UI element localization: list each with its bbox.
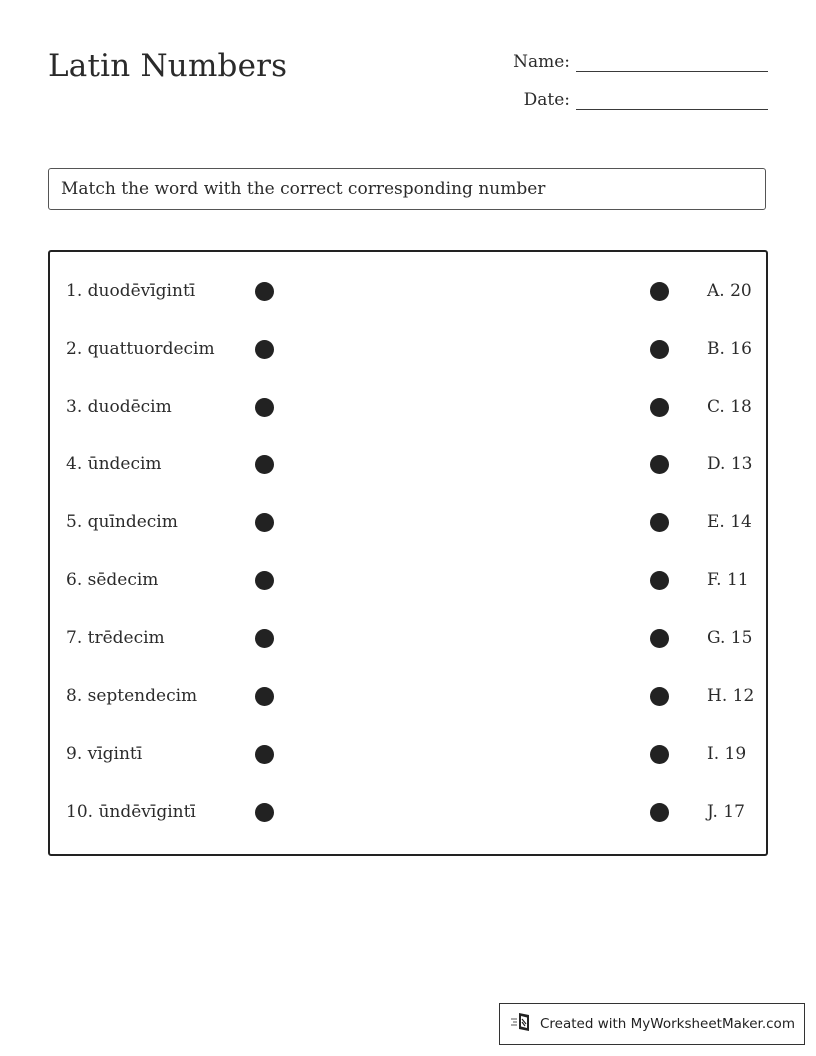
instructions-box <box>48 168 766 210</box>
answer-dot[interactable] <box>650 803 669 822</box>
page-title: Latin Numbers <box>48 48 288 84</box>
name-label: Name: <box>513 52 570 72</box>
date-field <box>510 90 768 110</box>
word-dot[interactable] <box>255 803 274 822</box>
match-row <box>50 392 766 422</box>
word-item: 1. duodēvīgintī <box>66 281 196 301</box>
answer-item: E. 14 <box>707 512 752 532</box>
match-row <box>50 507 766 537</box>
word-dot[interactable] <box>255 687 274 706</box>
word-item: 8. septendecim <box>66 686 198 706</box>
word-item: 9. vīgintī <box>66 744 143 764</box>
word-item: 3. duodēcim <box>66 397 172 417</box>
word-dot[interactable] <box>255 745 274 764</box>
match-row <box>50 565 766 595</box>
answer-dot[interactable] <box>650 282 669 301</box>
word-item: 5. quīndecim <box>66 512 178 532</box>
answer-item: C. 18 <box>707 397 752 417</box>
match-row <box>50 681 766 711</box>
answer-item: G. 15 <box>707 628 753 648</box>
answer-item: D. 13 <box>707 454 753 474</box>
match-row <box>50 276 766 306</box>
word-dot[interactable] <box>255 571 274 590</box>
date-line[interactable] <box>576 91 768 110</box>
answer-dot[interactable] <box>650 398 669 417</box>
word-dot[interactable] <box>255 282 274 301</box>
answer-item: A. 20 <box>707 281 752 301</box>
word-dot[interactable] <box>255 340 274 359</box>
date-label: Date: <box>523 90 570 110</box>
word-dot[interactable] <box>255 513 274 532</box>
match-row <box>50 739 766 769</box>
match-row <box>50 623 766 653</box>
word-item: 2. quattuordecim <box>66 339 215 359</box>
word-dot[interactable] <box>255 455 274 474</box>
answer-item: I. 19 <box>707 744 747 764</box>
match-row <box>50 449 766 479</box>
word-item: 7. trēdecim <box>66 628 165 648</box>
answer-item: J. 17 <box>707 802 745 822</box>
answer-dot[interactable] <box>650 340 669 359</box>
word-item: 4. ūndecim <box>66 454 162 474</box>
answer-dot[interactable] <box>650 687 669 706</box>
answer-dot[interactable] <box>650 455 669 474</box>
word-item: 10. ūndēvīgintī <box>66 802 196 822</box>
name-line[interactable] <box>576 53 768 72</box>
name-field <box>510 52 768 72</box>
word-item: 6. sēdecim <box>66 570 159 590</box>
match-row <box>50 334 766 364</box>
answer-item: B. 16 <box>707 339 752 359</box>
answer-dot[interactable] <box>650 629 669 648</box>
answer-item: H. 12 <box>707 686 755 706</box>
answer-dot[interactable] <box>650 745 669 764</box>
footer-text: Created with MyWorksheetMaker.com <box>540 1016 795 1032</box>
matching-area <box>48 250 768 856</box>
footer-credit[interactable] <box>499 1003 805 1045</box>
answer-dot[interactable] <box>650 571 669 590</box>
worksheet-maker-logo-icon <box>510 1011 540 1037</box>
instructions-text: Match the word with the correct corresponding number <box>61 179 546 199</box>
answer-item: F. 11 <box>707 570 749 590</box>
word-dot[interactable] <box>255 629 274 648</box>
match-row <box>50 797 766 827</box>
word-dot[interactable] <box>255 398 274 417</box>
answer-dot[interactable] <box>650 513 669 532</box>
